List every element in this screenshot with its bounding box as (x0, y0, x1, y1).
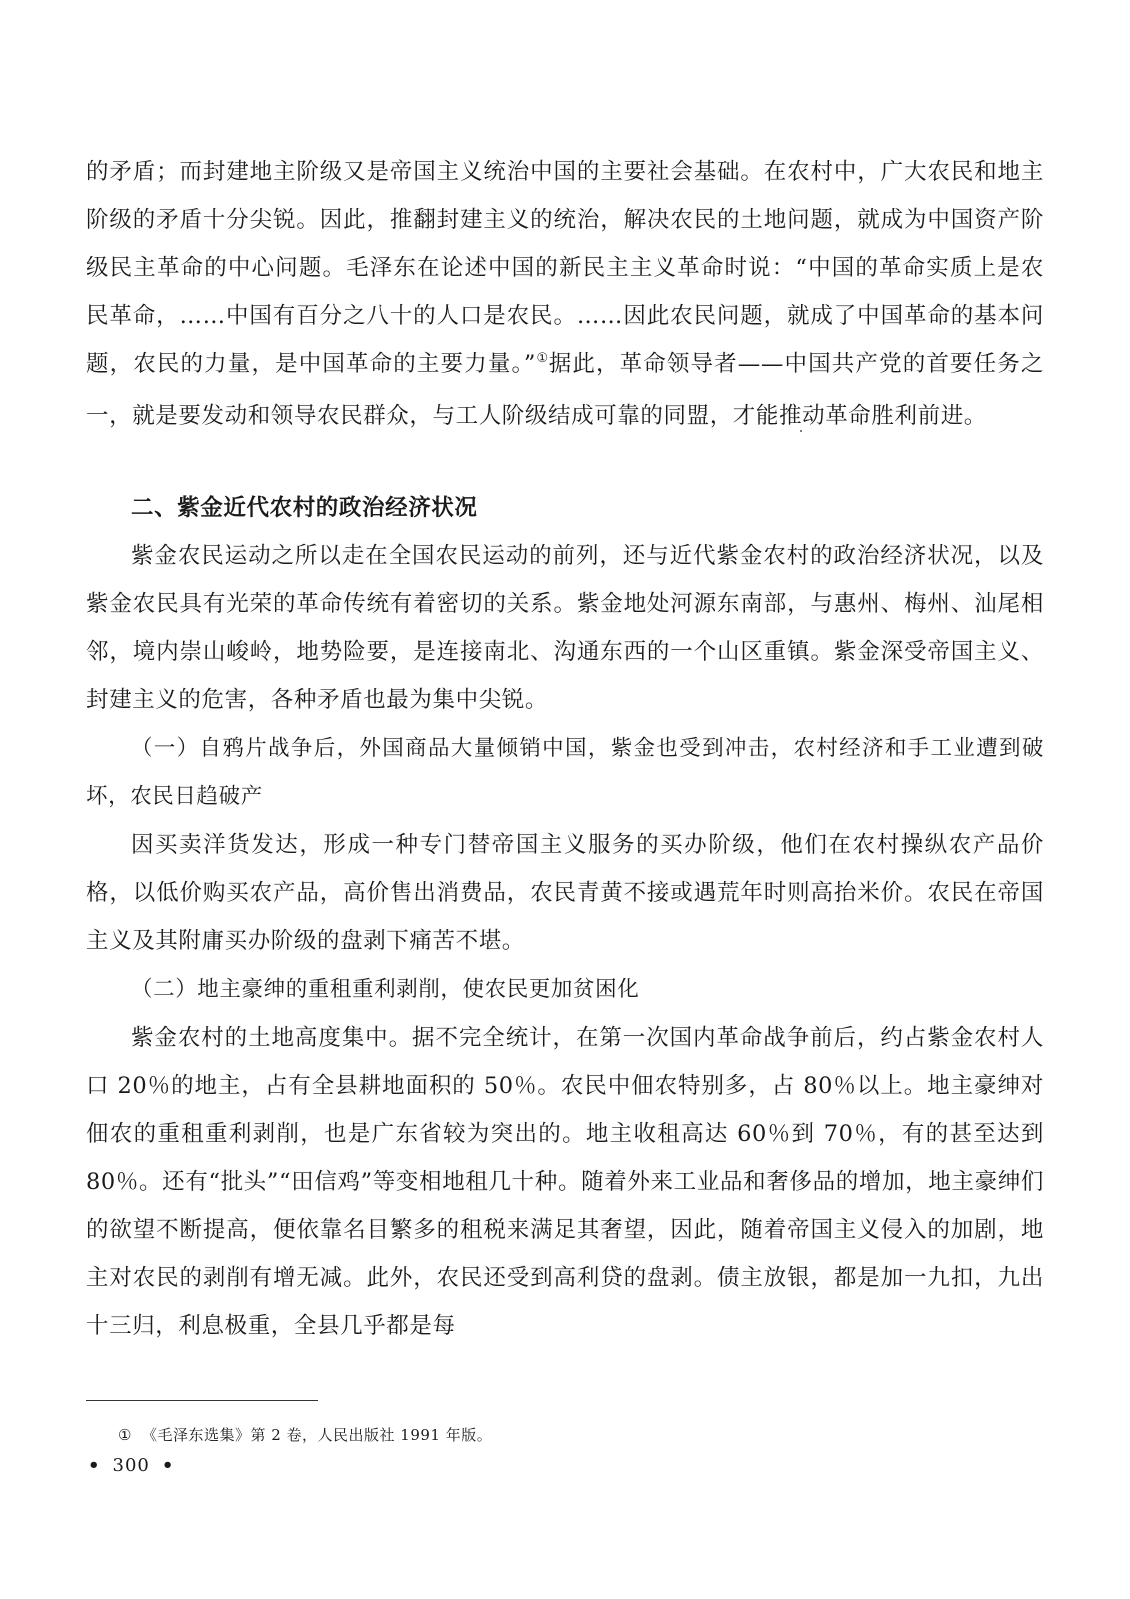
footnote-mark: ① (118, 1426, 132, 1444)
scan-artifact (800, 430, 802, 432)
body-text-section-6 (86, 1014, 1044, 1350)
body-text-section-2 (86, 484, 1044, 724)
paragraph-continuation (86, 148, 1044, 440)
paragraph: 紫金农民运动之所以走在全国农民运动的前列，还与近代紫金农村的政治经济状况，以及紫金农民具有光荣的革命传统有着密切的关系。紫金地处河源东南部，与惠州、梅州、汕尾相邻，境内崇山峻岭，地势险要，是连接南北、沟通东西的一个山区重镇。紫金深受帝国主义、封建主义的危害，各种矛盾也最为集中尖锐。 (86, 543, 1044, 713)
body-text-section-5 (86, 966, 1044, 1014)
paragraph: 因买卖洋货发达，形成一种专门替帝国主义服务的买办阶级，他们在农村操纵农产品价格，以低价购买农产品，高价售出消费品，农民青黄不接或遇荒年时则高抬米价。农民在帝国主义及其附庸买办阶级的盘剥下痛苦不堪。 (86, 832, 1044, 954)
subsection-heading: （二）地主豪绅的重租重利剥削，使农民更加贫困化 (131, 977, 640, 1002)
page-number-value: 300 (112, 1455, 150, 1476)
paragraph: 紫金农村的土地高度集中。据不完全统计，在第一次国内革命战争前后，约占紫金农村人口 20％的地主，占有全县耕地面积的 50％。农民中佃农特别多，占 80％以上。地主豪绅对佃农的重租重利剥削，也是广东省较为突出的。地主收租高达 60％到 70％，有的甚至达到 80％。还有“批头”“田信鸡”等变相地租几十种。随着外来工业品和奢侈品的增加，地主豪绅们的欲望不断提高，便依靠名目繁多的租税来满足其奢望，因此，随着帝国主义侵入的加剧，地主对农民的剥削有增无减。此外，农民还受到高利贷的盘剥。债主放银，都是加一九扣，九出十三归，利息极重，全县几乎都是每 (86, 1025, 1044, 1339)
page-number-dot-left: • (88, 1455, 101, 1476)
page-number-dot-right: • (161, 1455, 175, 1476)
footnote-text: 《毛泽东选集》第 2 卷，人民出版社 1991 年版。 (141, 1426, 493, 1444)
body-text-section-1 (86, 148, 1044, 440)
paragraph-text-tail: 据此，革命领导者——中国共产党的首要任务之一，就是要发动和领导农民群众，与工人阶级结成可靠的同盟，才能推动革命胜利前进。 (86, 351, 1044, 429)
footnote-divider (86, 1400, 318, 1401)
footnote (118, 1423, 492, 1447)
paragraph-text: 的矛盾；而封建地主阶级又是帝国主义统治中国的主要社会基础。在农村中，广大农民和地主阶级的矛盾十分尖锐。因此，推翻封建主义的统治，解决农民的土地问题，就成为中国资产阶级民主革命的中心问题。毛泽东在论述中国的新民主主义革命时说：“中国的革命实质上是农民革命，……中国有百分之八十的人口是农民。……因此农民问题，就成了中国革命的基本问题，农民的力量，是中国革命的主要力量。” (86, 159, 1044, 377)
page-number (86, 1451, 186, 1481)
body-text-section-3 (86, 725, 1044, 821)
body-text-section-4 (86, 821, 1044, 965)
footnote-reference: ① (535, 351, 549, 366)
section-heading: 二、紫金近代农村的政治经济状况 (131, 495, 478, 521)
subsection-heading: （一）自鸦片战争后，外国商品大量倾销中国，紫金也受到冲击，农村经济和手工业遭到破坏，农民日趋破产 (86, 736, 1044, 809)
